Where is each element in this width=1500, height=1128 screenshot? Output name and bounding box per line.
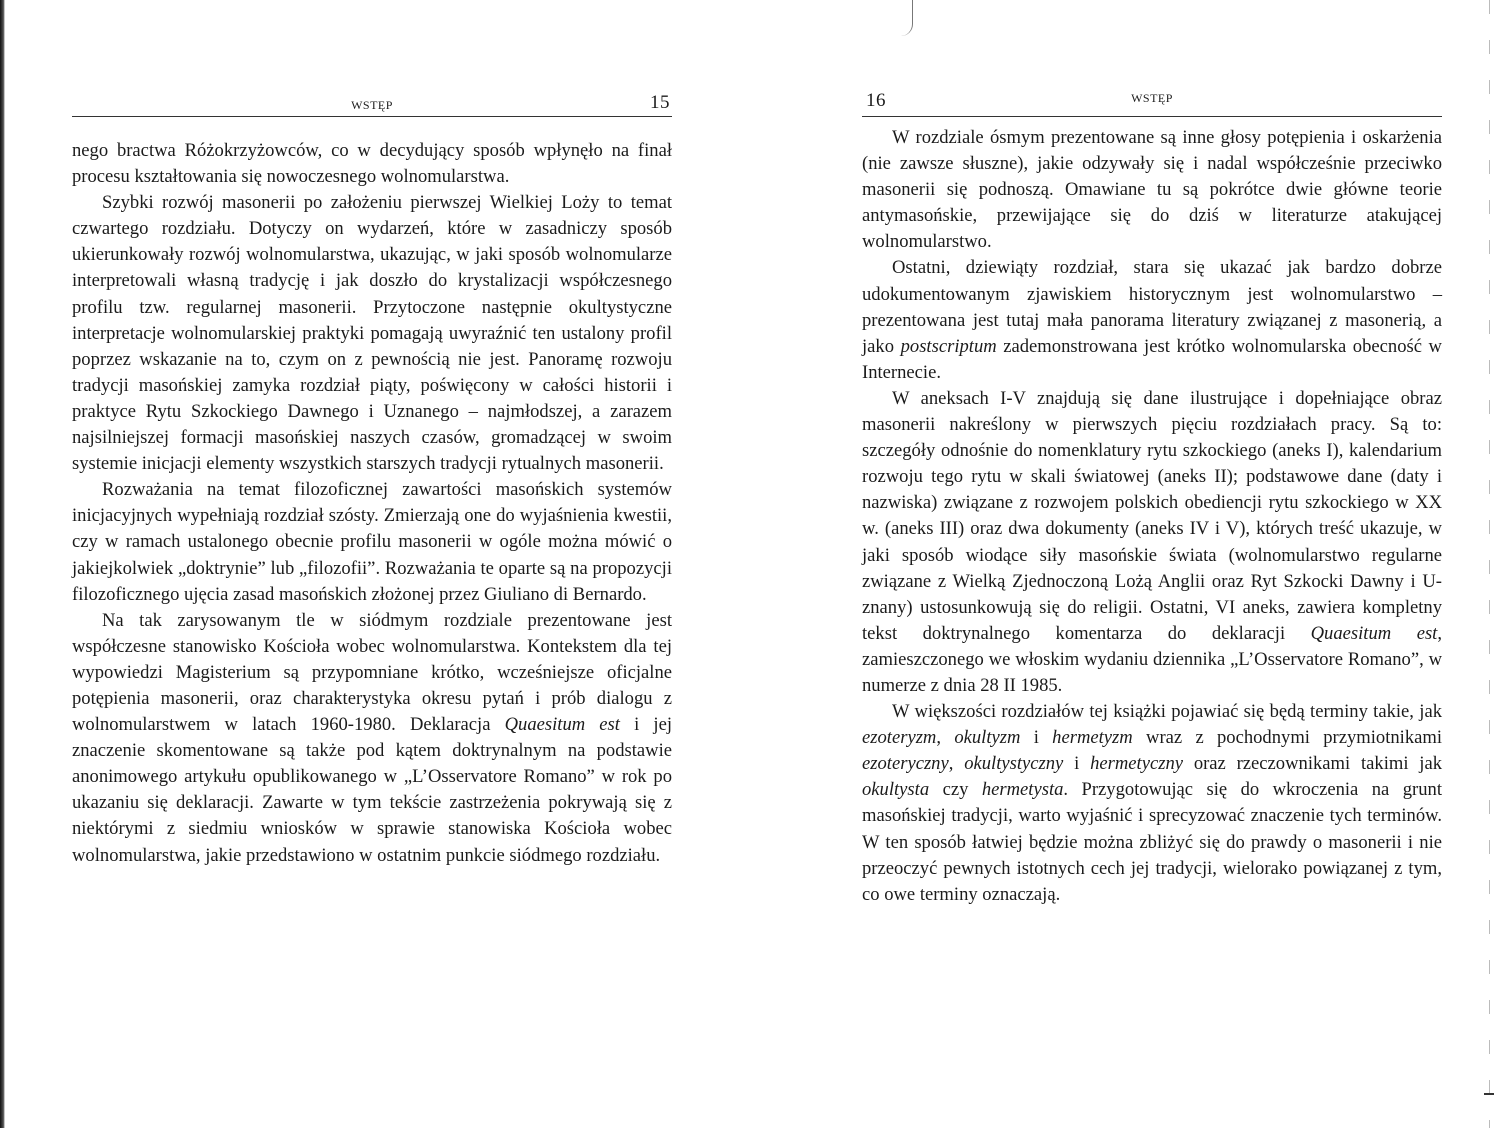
text-run: Szybki rozwój masonerii po założeniu pierwszej Wielkiej Loży to temat czwartego rozdziału. Dotyczy on wydarzeń, które w zasadniczy sposób ukierunkowały rozwój wolnomularstwa, ukazując, w jaki sposób wolnomularze interpretowali własną tradycję i jak doszło do krystalizacji współczesnego profilu tzw. regularnej masonerii. Przytoczone następnie okultystyczne interpretacje wolnomularskiej praktyki pomagają uwyraźnić ten ustalony profil poprzez wskazanie na to, czym on z pewnością nie jest. Panoramę rozwoju tradycji masońskiej zamyka rozdział piąty, poświęcony w całości historii i praktyce Rytu Szkockiego Dawnego i Uznanego – najmłodszej, a zarazem najsilniejszej formacji masońskiej naszych czasów, gromadzącej w swoim systemie inicjacji elementy wszystkich starszych tradycji rytualnych masonerii. [72, 192, 672, 475]
paragraph [72, 138, 672, 190]
text-run: i [1063, 753, 1091, 775]
paragraph [72, 608, 672, 869]
text-run: zademonstrowana jest krótko wolnomularska obecność w Internecie. [862, 335, 1442, 383]
text-run: Ostatni, dziewiąty rozdział, stara się ukazać jak bardzo dobrze udokumentowanym zjawiskiem historycznym jest wolnomularstwo – prezentowana jest tutaj mała panorama literatury związanej z masonerią, a jako [862, 257, 1442, 357]
right-running-head-title: WSTĘP [1131, 91, 1173, 105]
left-running-head-title: WSTĘP [351, 98, 393, 112]
text-run: W aneksach I-V znajdują się dane ilustrujące i dopełniające obraz masonerii nakreślony w pierwszych pięciu rozdziałach pracy. Są to: szczegóły odnośnie do nomenklatury rytu szkockiego (aneks I), kalendarium rozwoju tego rytu w skali światowej (aneks II); podstawowe dane (daty i nazwiska) związane z rozwojem polskich obediencji rytu szkockiego w XX w. (aneks III) oraz dwa dokumenty (aneks IV i V), których treść ukazuje, w jaki sposób wiodące siły masońskie świata (wolnomularstwo regularne związane z Wielką Zjednoczoną Lożą Anglii oraz Ryt Szkocki Dawny i Uznany) ustosunkowują się do religii. Ostatni, VI aneks, zawiera kompletny tekst doktrynalnego komentarza do deklaracji [862, 387, 1442, 644]
italic-term: Quaesitum est [1310, 622, 1438, 644]
paragraph [862, 699, 1442, 908]
text-run: , [936, 727, 955, 749]
text-run: Na tak zarysowanym tle w siódmym rozdziale prezentowane jest współczesne stanowisko Kościoła wobec wolnomularstwa. Kontekstem dla tej wypowiedzi Magisterium są przypomniane krótko, wcześniejsze oficjalne potępienia masonerii, oraz charakterystyka okresu pytań i prób dialogu z wolnomularstwem w latach 1960-1980. Deklaracja [72, 609, 672, 736]
text-run: wraz z pochodnymi przymiotnikami [1132, 727, 1443, 749]
right-running-head [862, 92, 1442, 117]
italic-term: Quaesitum est [504, 714, 620, 736]
text-run: W większości rozdziałów tej książki pojawiać się będą terminy takie, jak [892, 701, 1442, 723]
italic-term: okultyzm [954, 727, 1021, 749]
text-run: , zamieszczonego we włoskim wydaniu dziennika „L’Osservatore Romano”, w numerze z dnia 28 II 1985. [862, 622, 1443, 696]
text-run: , [948, 753, 965, 775]
left-running-head [72, 92, 672, 117]
text-run: . Przygotowując się do wkroczenia na grunt masońskiej tradycji, warto wyjaśnić i sprecyzować znaczenie tych terminów. W ten sposób łatwiej będzie można zbliżyć się do prawdy o masonerii i nie przeoczyć pewnych istotnych cech jej tradycji, wielorako powiązanej z tym, co owe terminy oznaczają. [862, 779, 1442, 905]
italic-term: ezoteryzm [862, 727, 937, 749]
paragraph [72, 190, 672, 477]
text-run: nego bractwa Różokrzyżowców, co w decydujący sposób wpłynęło na finał procesu kształtowania się nowoczesnego wolnomularstwa. [72, 140, 672, 188]
text-run: czy [929, 779, 982, 801]
left-page-number: 15 [650, 92, 670, 113]
text-run: i jej znaczenie skomentowane są także pod kątem doktrynalnym na podstawie anonimowego artykułu opublikowanego w „L’Osservatore Romano” w rok po ukazaniu się deklaracji. Zawarte w tym tekście zastrzeżenia pokrywają się z niektórymi z siedmiu wniosków w sprawie stanowiska Kościoła wobec wolnomularstwa, jakie przedstawiono w ostatnim punkcie siódmego rozdziału. [72, 714, 672, 866]
right-page-body [862, 125, 1442, 908]
italic-term: okultysta [862, 779, 930, 801]
paragraph [862, 386, 1442, 699]
scan-shadow-left [0, 0, 5, 1128]
left-page-body [72, 138, 672, 869]
paragraph [862, 125, 1442, 255]
italic-term: hermetysta [981, 779, 1064, 801]
text-run: oraz rzeczownikami takimi jak [1183, 753, 1442, 775]
scan-shadow-right [1489, 0, 1490, 1128]
text-run: Rozważania na temat filozoficznej zawartości masońskich systemów inicjacyjnych wypełniają rozdział szósty. Zmierzają one do wyjaśnienia kwestii, czy w ramach ustalonego obecnie profilu masonerii w ogóle można mówić o jakiejkolwiek „doktrynie” lub „filozofii”. Rozważania te oparte są na propozycji filozoficznego ujęcia zasad masońskich złożonej przez Giuliano di Bernardo. [72, 479, 672, 605]
paragraph [72, 477, 672, 607]
italic-term: hermetyzm [1052, 727, 1133, 749]
right-page-number: 16 [866, 90, 886, 111]
gutter-mark [900, 0, 913, 36]
italic-term: hermetyczny [1090, 753, 1184, 775]
italic-term: postscriptum [900, 335, 997, 357]
paragraph [862, 255, 1442, 385]
italic-term: ezoteryczny [862, 753, 949, 775]
italic-term: okultystyczny [964, 753, 1064, 775]
text-run: W rozdziale ósmym prezentowane są inne głosy potępienia i oskarżenia (nie zawsze słuszne), jakie odzywały się i nadal współcześnie przeciwko masonerii się podnoszą. Omawiane tu są pokrótce dwie główne teorie antymasońskie, przewijające się do dziś w literaturze atakującej wolnomularstwo. [862, 127, 1442, 253]
text-run: i [1020, 727, 1053, 749]
edge-dash-mark [1484, 1093, 1494, 1095]
